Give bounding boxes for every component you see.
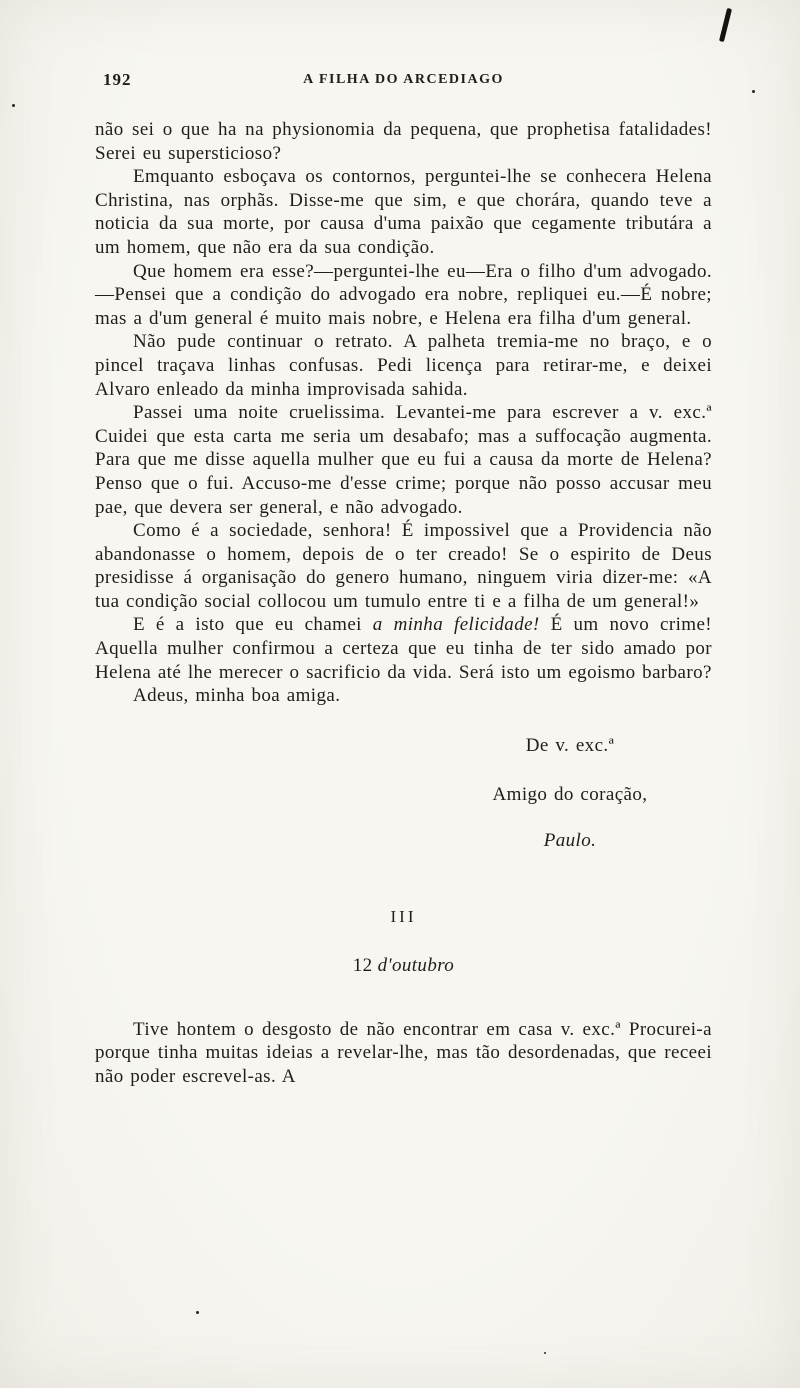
letter-paragraphs (95, 118, 712, 708)
text-segment: Tive hontem o desgosto de não encontrar em casa v. exc.ª Procurei-a porque tinha muitas ideias a revelar-lhe, mas tão desordenadas, que receei não poder escrevel-as. A (95, 1018, 712, 1087)
text-segment: não sei o que ha na physionomia da pequena, que prophetisa fatalidades! Serei eu supersticioso? (95, 119, 712, 164)
paragraph (95, 401, 712, 519)
letter-body (95, 118, 712, 1089)
page-header (95, 70, 712, 92)
section-paragraphs (95, 1018, 712, 1089)
paragraph (95, 684, 712, 708)
signature: Paulo. (543, 830, 597, 852)
paragraph (95, 1018, 712, 1089)
text-segment: Que homem era esse?—perguntei-lhe eu—Era o filho d'um advogado.—Pensei que a condição do advogado era nobre, repliquei eu.—É nobre; mas a d'um general é muito mais nobre, e Helena era filha d'um general. (95, 260, 712, 329)
italic-text: a minha felicidade! (372, 614, 540, 636)
text-segment: Como é a sociedade, senhora! É impossivel que a Providencia não abandonasse o homem, depois de o ter creado! Se o espirito de Deus presidisse á organisação do genero humano, ninguem viria dizer-me: «A tua condição social collocou um tumulo entre ti e a filha de um general!» (95, 520, 712, 612)
text-segment: Adeus, minha boa amiga. (133, 685, 341, 707)
section-numeral: III (390, 906, 417, 926)
scan-speck (12, 104, 15, 107)
ink-mark (719, 8, 732, 42)
text-segment: Não pude continuar o retrato. A palheta tremia-me no braço, e o pincel traçava linhas confusas. Pedi licença para retirar-me, e deixei Alvaro enleado da minha improvisada sahida. (95, 331, 712, 400)
text-segment: Emquanto esboçava os contornos, perguntei-lhe se conhecera Helena Christina, nas orphãs. Disse-me que sim, e que chorára, quando teve a noticia da sua morte, por causa d'uma paixão que cegamente tributára a um homem, que não era da sua condição. (95, 166, 712, 258)
date-text: d'outubro (377, 955, 455, 977)
paragraph (95, 260, 712, 331)
scan-speck (196, 1311, 199, 1314)
scan-speck (752, 90, 755, 93)
text-segment: É um novo crime! Aquella mulher confirmou a certeza que eu tinha de ter sido amado por Helena até lhe merecer o sacrificio da vida. Será isto um egoismo barbaro? (95, 614, 713, 683)
page-number: 192 (103, 70, 132, 89)
closing-valediction: Amigo do coração, (492, 784, 648, 806)
paragraph (95, 118, 712, 165)
scan-speck (544, 1352, 546, 1354)
date-number: 12 (352, 955, 373, 977)
paragraph (95, 165, 712, 259)
closing-salutation: De v. exc.ª (525, 734, 615, 756)
section-date (95, 954, 712, 978)
paragraph (95, 330, 712, 401)
text-segment: Passei uma noite cruelissima. Levantei-me para escrever a v. exc.ª Cuidei que esta carta me seria um desabafo; mas a suffocação augmenta. Para que me disse aquella mulher que eu fui a causa da morte de Helena? Penso que o fui. Accuso-me d'esse crime; porque não posso accusar meu pae, que devera ser general, e não advogado. (95, 402, 712, 518)
letter-closing (410, 734, 730, 853)
paragraph (95, 613, 712, 684)
paragraph (95, 519, 712, 613)
running-title: A FILHA DO ARCEDIAGO (303, 72, 504, 87)
text-segment: E é a isto que eu chamei (133, 614, 373, 636)
